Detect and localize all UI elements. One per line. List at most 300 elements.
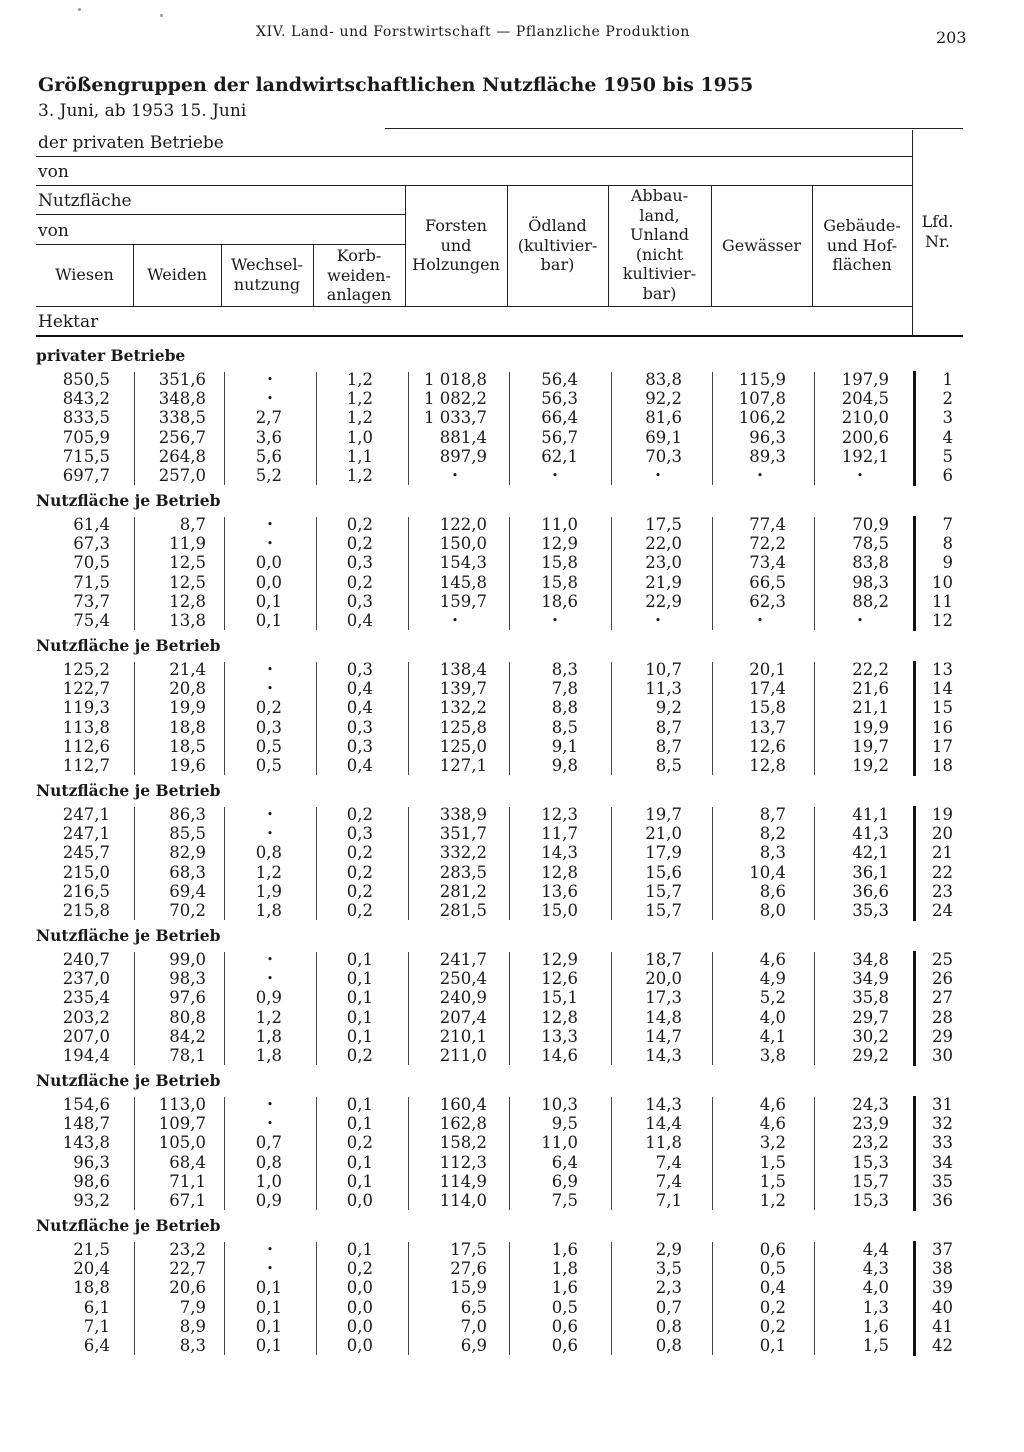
cell-gebaude: 70,9 [852,515,889,534]
cell-gebaude: 35,3 [852,901,889,920]
cell-weiden: 22,7 [169,1259,206,1279]
cell-forsten: 125,8 [439,717,487,737]
cell-weiden: 13,8 [169,611,206,630]
cell-abbau: 15,7 [645,901,682,920]
table-row [0,805,1024,824]
cell-gewasser: 1,5 [759,1152,786,1172]
cell-odland: 8,8 [551,698,578,718]
cell-gewasser: 8,6 [759,881,786,901]
cell-gebaude: 34,9 [852,969,889,989]
cell-wiesen: 112,7 [62,756,110,775]
cell-wechsel: 0,7 [255,1133,282,1153]
cell-nr: 40 [932,1297,953,1317]
cell-weiden: 86,3 [169,805,206,824]
cell-forsten: 210,1 [439,1026,487,1046]
cell-forsten: 1 082,2 [424,389,487,409]
table-row [0,901,1024,920]
cell-gewasser: 8,7 [759,805,786,824]
cell-odland: 6,9 [551,1171,578,1191]
cell-wiesen: 67,3 [73,534,110,554]
cell-wiesen: 148,7 [62,1114,110,1134]
cell-gewasser: 5,2 [759,988,786,1008]
cell-wechsel: • [266,1098,274,1111]
cell-abbau: 18,7 [645,950,682,969]
cell-korb: 0,1 [346,988,373,1008]
table-row [0,1298,1024,1317]
cell-abbau: 14,3 [645,1046,682,1065]
cell-wechsel: 0,5 [255,736,282,756]
section-title: Nutzfläche je Betrieb [36,781,221,800]
cell-wiesen: 237,0 [62,969,110,989]
cell-odland: 7,5 [551,1191,578,1210]
cell-wechsel: 0,1 [255,611,282,630]
cell-weiden: 69,4 [169,881,206,901]
cell-korb: 1,1 [346,446,373,466]
cell-gebaude: 23,9 [852,1114,889,1134]
cell-odland: 12,9 [541,534,578,554]
cell-gewasser: 4,6 [759,1114,786,1134]
cell-gewasser: • [756,614,764,627]
cell-odland: • [551,614,559,627]
cell-korb: 0,1 [346,1114,373,1134]
cell-gebaude: 41,1 [852,805,889,824]
cell-weiden: 99,0 [169,950,206,969]
cell-gewasser: 12,6 [749,736,786,756]
cell-gewasser: 0,5 [759,1259,786,1279]
cell-weiden: 21,4 [169,660,206,679]
cell-wechsel: 0,1 [255,591,282,611]
cell-korb: 0,1 [346,1240,373,1259]
cell-wiesen: 247,1 [62,805,110,824]
col-header-wechselnutzung: Wechsel- nutzung [230,255,304,294]
cell-korb: 0,0 [346,1191,373,1210]
cell-gewasser: 115,9 [738,370,786,389]
cell-odland: 14,6 [541,1046,578,1065]
cell-gebaude: 29,2 [852,1046,889,1065]
cell-gebaude: 210,0 [841,408,889,428]
cell-korb: 0,0 [346,1336,373,1355]
cell-weiden: 109,7 [158,1114,206,1134]
header-rule [36,214,406,215]
cell-weiden: 8,3 [179,1336,206,1355]
cell-forsten: 207,4 [439,1007,487,1027]
cell-wechsel: 1,8 [255,1046,282,1065]
table-row [0,950,1024,969]
header-row-private: der privaten Betriebe [38,133,224,153]
cell-forsten: 1 018,8 [424,370,487,389]
header-rule [36,306,912,307]
cell-abbau: 23,0 [645,553,682,573]
cell-forsten: 112,3 [439,1152,487,1172]
cell-wechsel: 5,6 [255,446,282,466]
cell-wiesen: 71,5 [73,572,110,592]
cell-gewasser: 106,2 [738,408,786,428]
cell-abbau: 8,7 [655,717,682,737]
table-row [0,737,1024,756]
cell-gebaude: 22,2 [852,660,889,679]
cell-weiden: 97,6 [169,988,206,1008]
cell-forsten: 150,0 [439,534,487,554]
cell-gewasser: 4,1 [759,1026,786,1046]
cell-gebaude: 30,2 [852,1026,889,1046]
col-header-lfd-nr: Lfd. Nr. [921,212,954,251]
table-row [0,515,1024,534]
cell-nr: 23 [932,881,953,901]
cell-korb: 0,0 [346,1297,373,1317]
table-row [0,1278,1024,1297]
cell-nr: 27 [932,988,953,1008]
cell-odland: 13,6 [541,881,578,901]
cell-weiden: 67,1 [169,1191,206,1210]
cell-abbau: 0,8 [655,1336,682,1355]
header-row-nutzflaeche: Nutzfläche [38,191,132,211]
cell-nr: 35 [932,1171,953,1191]
cell-korb: 0,1 [346,1152,373,1172]
cell-wiesen: 113,8 [62,717,110,737]
cell-korb: 0,1 [346,1026,373,1046]
cell-forsten: 351,7 [439,824,487,844]
cell-wechsel: • [266,663,274,676]
cell-odland: 66,4 [541,408,578,428]
cell-gewasser: 17,4 [749,679,786,699]
col-header-weiden: Weiden [147,265,207,284]
cell-wiesen: 207,0 [62,1026,110,1046]
cell-nr: 7 [942,515,953,534]
cell-nr: 39 [932,1278,953,1298]
cell-gebaude: 88,2 [852,591,889,611]
table-row [0,573,1024,592]
cell-wiesen: 705,9 [62,427,110,447]
col-header-gewaesser: Gewässer [721,236,802,255]
table-row [0,1008,1024,1027]
cell-korb: 0,1 [346,1171,373,1191]
cell-nr: 25 [932,950,953,969]
cell-gebaude: 4,0 [862,1278,889,1298]
cell-nr: 4 [942,427,953,447]
cell-forsten: 1 033,7 [424,408,487,428]
cell-gebaude: 1,5 [862,1336,889,1355]
cell-nr: 42 [932,1336,953,1355]
cell-nr: 15 [932,698,953,718]
cell-odland: 0,5 [551,1297,578,1317]
cell-gebaude: 15,7 [852,1171,889,1191]
table-header [0,0,1024,340]
cell-wechsel: • [266,1243,274,1256]
cell-odland: 9,8 [551,756,578,775]
cell-weiden: 20,6 [169,1278,206,1298]
cell-korb: 0,3 [346,591,373,611]
cell-gewasser: 1,2 [759,1191,786,1210]
cell-korb: 0,2 [346,843,373,863]
cell-forsten: 27,6 [450,1259,487,1279]
cell-odland: 15,0 [541,901,578,920]
cell-odland: 13,3 [541,1026,578,1046]
cell-wechsel: 1,0 [255,1171,282,1191]
cell-wiesen: 70,5 [73,553,110,573]
table-subtitle: 3. Juni, ab 1953 15. Juni [38,101,247,121]
cell-wiesen: 247,1 [62,824,110,844]
cell-abbau: 8,5 [655,756,682,775]
cell-forsten: • [451,469,459,482]
cell-gewasser: 73,4 [749,553,786,573]
cell-korb: 0,2 [346,572,373,592]
cell-weiden: 351,6 [158,370,206,389]
table-row [0,1027,1024,1046]
cell-weiden: 23,2 [169,1240,206,1259]
cell-korb: 0,3 [346,824,373,844]
cell-korb: 0,3 [346,717,373,737]
cell-weiden: 7,9 [179,1297,206,1317]
cell-wechsel: 0,0 [255,572,282,592]
table-row [0,534,1024,553]
cell-odland: 8,3 [551,660,578,679]
cell-weiden: 11,9 [169,534,206,554]
cell-gebaude: 34,8 [852,950,889,969]
cell-nr: 41 [932,1316,953,1336]
table-row [0,1114,1024,1133]
cell-gebaude: 83,8 [852,553,889,573]
cell-gebaude: 1,3 [862,1297,889,1317]
table-row [0,698,1024,717]
table-row [0,756,1024,775]
cell-nr: 28 [932,1007,953,1027]
cell-forsten: 154,3 [439,553,487,573]
cell-gebaude: 21,1 [852,698,889,718]
cell-forsten: • [451,614,459,627]
table-title: Größengruppen der landwirtschaftlichen Nutzfläche 1950 bis 1955 [38,74,754,96]
cell-nr: 10 [932,572,953,592]
section-title: Nutzfläche je Betrieb [36,1216,221,1235]
cell-forsten: 160,4 [439,1095,487,1114]
cell-wechsel: • [266,518,274,531]
cell-wiesen: 119,3 [62,698,110,718]
cell-gewasser: • [756,469,764,482]
cell-gebaude: 19,2 [852,756,889,775]
cell-abbau: 19,7 [645,805,682,824]
cell-nr: 6 [942,466,953,485]
cell-weiden: 71,1 [169,1171,206,1191]
table-row [0,718,1024,737]
cell-wechsel: 0,5 [255,756,282,775]
cell-abbau: 15,7 [645,881,682,901]
running-header: XIV. Land- und Forstwirtschaft — Pflanzliche Produktion [256,24,690,40]
cell-forsten: 281,5 [439,901,487,920]
col-header-wiesen: Wiesen [55,265,114,284]
cell-gewasser: 4,9 [759,969,786,989]
cell-odland: 15,8 [541,553,578,573]
cell-forsten: 158,2 [439,1133,487,1153]
cell-wiesen: 216,5 [62,881,110,901]
cell-korb: 0,2 [346,515,373,534]
cell-odland: • [551,469,559,482]
cell-abbau: 2,3 [655,1278,682,1298]
cell-gebaude: 35,8 [852,988,889,1008]
cell-abbau: 70,3 [645,446,682,466]
table-row [0,553,1024,572]
cell-gebaude: 78,5 [852,534,889,554]
cell-odland: 1,6 [551,1278,578,1298]
cell-gewasser: 66,5 [749,572,786,592]
cell-wiesen: 240,7 [62,950,110,969]
cell-nr: 32 [932,1114,953,1134]
cell-forsten: 240,9 [439,988,487,1008]
cell-abbau: • [654,469,662,482]
cell-weiden: 257,0 [158,466,206,485]
cell-wechsel: 1,2 [255,1007,282,1027]
cell-weiden: 12,5 [169,572,206,592]
cell-korb: 0,2 [346,1133,373,1153]
cell-gebaude: 29,7 [852,1007,889,1027]
cell-wechsel: • [266,1117,274,1131]
cell-weiden: 18,8 [169,717,206,737]
cell-abbau: 14,7 [645,1026,682,1046]
cell-korb: 0,1 [346,1007,373,1027]
cell-wiesen: 215,0 [62,862,110,882]
cell-wiesen: 73,7 [73,591,110,611]
cell-nr: 18 [932,756,953,775]
cell-nr: 12 [932,611,953,630]
cell-korb: 0,1 [346,969,373,989]
cell-abbau: 0,7 [655,1297,682,1317]
cell-weiden: 68,3 [169,862,206,882]
cell-gebaude: 36,6 [852,881,889,901]
cell-abbau: 22,9 [645,591,682,611]
cell-korb: 0,2 [346,805,373,824]
cell-weiden: 338,5 [158,408,206,428]
cell-weiden: 80,8 [169,1007,206,1027]
cell-wiesen: 850,5 [62,370,110,389]
cell-wechsel: 1,8 [255,901,282,920]
cell-odland: 14,3 [541,843,578,863]
cell-wiesen: 7,1 [83,1316,110,1336]
cell-forsten: 241,7 [439,950,487,969]
cell-abbau: 11,3 [645,679,682,699]
cell-nr: 34 [932,1152,953,1172]
cell-korb: 0,4 [346,611,373,630]
cell-wechsel: 0,9 [255,1191,282,1210]
cell-nr: 17 [932,736,953,756]
cell-wiesen: 245,7 [62,843,110,863]
cell-gebaude: 15,3 [852,1152,889,1172]
cell-forsten: 132,2 [439,698,487,718]
cell-wiesen: 20,4 [73,1259,110,1279]
cell-abbau: 14,8 [645,1007,682,1027]
cell-forsten: 281,2 [439,881,487,901]
cell-korb: 0,2 [346,1259,373,1279]
cell-korb: 0,4 [346,698,373,718]
cell-gewasser: 4,6 [759,1095,786,1114]
cell-wechsel: • [266,1262,274,1276]
cell-forsten: 7,0 [460,1316,487,1336]
table-row [0,1172,1024,1191]
table-row [0,1153,1024,1172]
table-row [0,679,1024,698]
col-header-abbauland: Abbau- land, Unland (nicht kultivier- bar) [622,186,697,303]
col-header-forsten: Forsten und Holzungen [412,216,500,274]
cell-nr: 16 [932,717,953,737]
cell-gebaude: 42,1 [852,843,889,863]
cell-forsten: 125,0 [439,736,487,756]
cell-forsten: 283,5 [439,862,487,882]
cell-abbau: 21,0 [645,824,682,844]
cell-korb: 0,2 [346,862,373,882]
cell-abbau: 7,1 [655,1191,682,1210]
col-header-oedland: Ödland (kultivier- bar) [517,216,598,274]
cell-weiden: 85,5 [169,824,206,844]
cell-odland: 62,1 [541,446,578,466]
cell-forsten: 881,4 [439,427,487,447]
cell-gebaude: 19,7 [852,736,889,756]
cell-nr: 3 [942,408,953,428]
header-rule [36,156,912,157]
cell-odland: 56,7 [541,427,578,447]
cell-wiesen: 203,2 [62,1007,110,1027]
table-row [0,1191,1024,1210]
cell-abbau: 0,8 [655,1316,682,1336]
cell-abbau: 83,8 [645,370,682,389]
table-row [0,1133,1024,1152]
cell-abbau: 7,4 [655,1152,682,1172]
cell-weiden: 113,0 [158,1095,206,1114]
cell-gewasser: 20,1 [749,660,786,679]
cell-korb: 1,2 [346,466,373,485]
page-number: 203 [936,28,967,47]
cell-wiesen: 6,1 [83,1297,110,1317]
cell-odland: 15,8 [541,572,578,592]
cell-weiden: 68,4 [169,1152,206,1172]
cell-wiesen: 112,6 [62,736,110,756]
cell-weiden: 264,8 [158,446,206,466]
table-row [0,969,1024,988]
cell-abbau: 2,9 [655,1240,682,1259]
cell-wechsel: 0,1 [255,1336,282,1355]
col-header-korbweiden: Korb- weiden- anlagen [326,246,392,304]
section-title: Nutzfläche je Betrieb [36,491,221,510]
cell-nr: 1 [942,370,953,389]
cell-korb: 0,2 [346,1046,373,1065]
cell-odland: 12,9 [541,950,578,969]
cell-gewasser: 3,2 [759,1133,786,1153]
cell-abbau: 17,5 [645,515,682,534]
cell-korb: 0,1 [346,950,373,969]
cell-odland: 6,4 [551,1152,578,1172]
cell-nr: 21 [932,843,953,863]
cell-wechsel: 2,7 [255,408,282,428]
cell-nr: 38 [932,1259,953,1279]
cell-wiesen: 98,6 [73,1171,110,1191]
cell-wechsel: 0,8 [255,1152,282,1172]
cell-forsten: 250,4 [439,969,487,989]
cell-gewasser: 0,4 [759,1278,786,1298]
unit-label: Hektar [38,312,99,332]
cell-odland: 12,6 [541,969,578,989]
cell-wechsel: 3,6 [255,427,282,447]
cell-korb: 0,3 [346,553,373,573]
cell-odland: 0,6 [551,1336,578,1355]
cell-weiden: 19,9 [169,698,206,718]
cell-wechsel: 0,8 [255,843,282,863]
cell-odland: 1,8 [551,1259,578,1279]
table-row [0,1259,1024,1278]
cell-odland: 1,6 [551,1240,578,1259]
cell-wiesen: 6,4 [83,1336,110,1355]
cell-gebaude: 15,3 [852,1191,889,1210]
table-row [0,988,1024,1007]
cell-korb: 0,3 [346,660,373,679]
cell-gebaude: 192,1 [841,446,889,466]
cell-gewasser: 96,3 [749,427,786,447]
cell-wechsel: 1,8 [255,1026,282,1046]
